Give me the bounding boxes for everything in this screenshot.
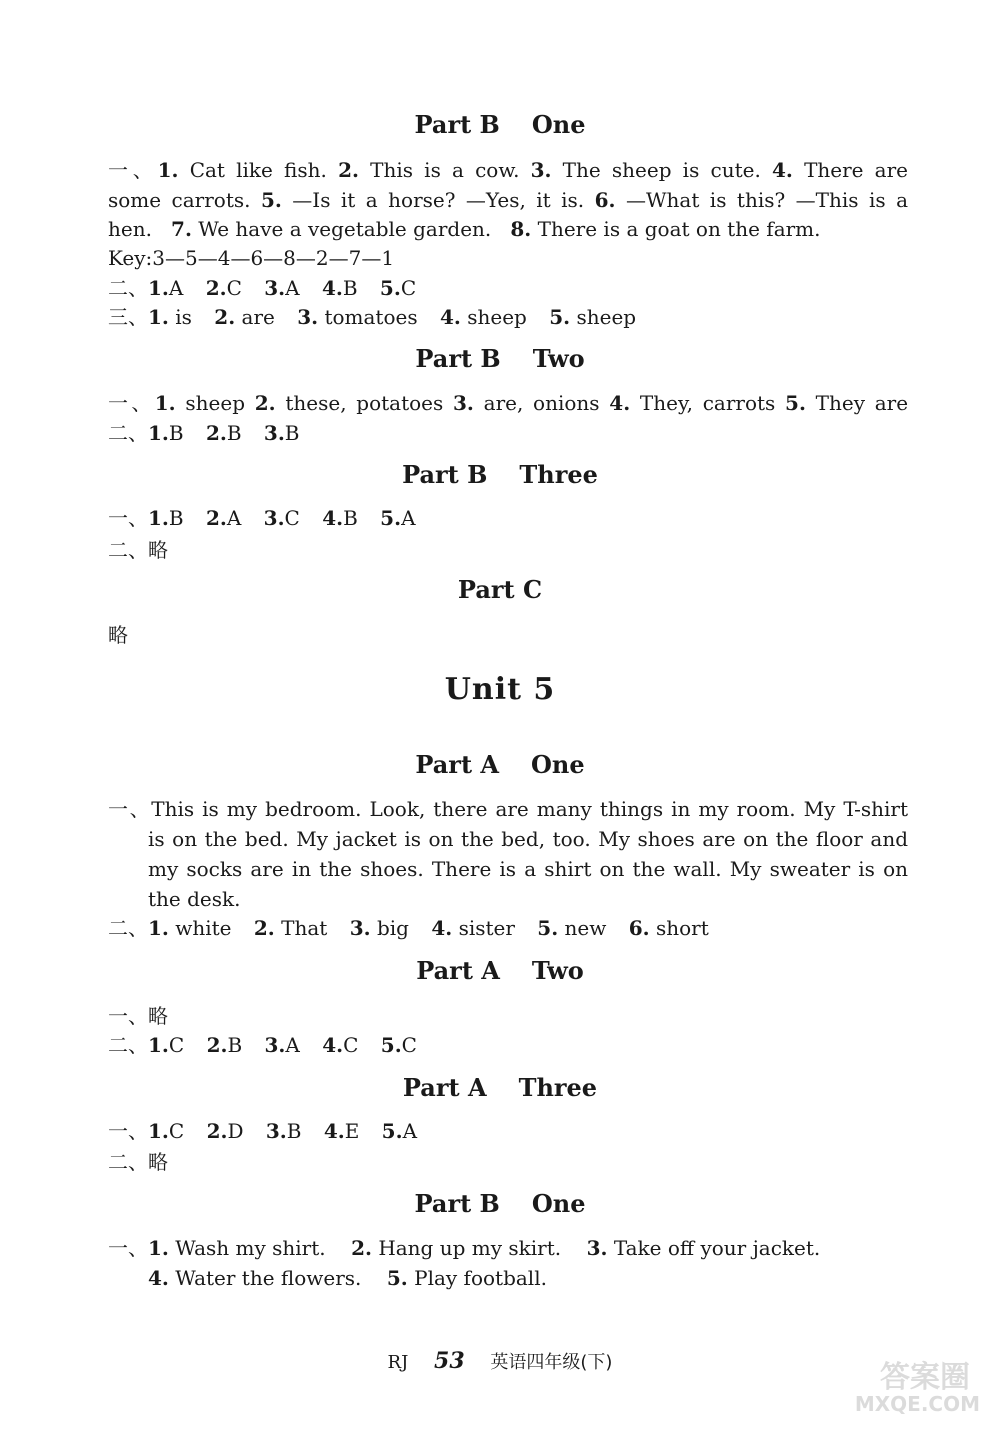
answer-line: 一、1. Wash my shirt. 2. Hang up my skirt. 3. Take off your jacket. — [108, 1236, 821, 1260]
answer-line: 二、1.C 2.B 3.A 4.C 5.C — [108, 1033, 417, 1057]
answer-line: 一、This is my bedroom. Look, there are many things in my room. My T-shirt — [108, 797, 908, 821]
heading-part-b-one-unit5: Part B One — [414, 1189, 586, 1218]
answer-line: hen. 7. We have a vegetable garden. 8. There is a goat on the farm. — [108, 217, 821, 241]
watermark-site: MXQE.COM — [854, 1392, 980, 1416]
edition-code: RJ — [387, 1352, 409, 1373]
heading-part-a-one: Part A One — [415, 750, 585, 779]
answer-line: 4. Water the flowers. 5. Play football. — [148, 1266, 547, 1290]
heading-part-a-two: Part A Two — [416, 956, 584, 985]
answer-line: 二、略 — [108, 538, 168, 562]
answer-line: some carrots. 5. —Is it a horse? —Yes, it is. 6. —What is this? —This is a — [108, 188, 909, 212]
heading-part-b-two: Part B Two — [415, 344, 585, 373]
answer-line: 二、略 — [108, 1150, 168, 1174]
answer-line: 略 — [108, 623, 128, 647]
heading-part-c: Part C — [457, 575, 543, 604]
answer-line: 二、1. white 2. That 3. big 4. sister 5. new 6. short — [108, 916, 709, 940]
answer-line: 二、1.B 2.B 3.B — [108, 421, 300, 445]
answer-line: is on the bed. My jacket is on the bed, too. My shoes are on the floor and — [148, 827, 908, 851]
page-number: 53 — [434, 1348, 465, 1374]
watermark-logo-text: 答案圈 — [880, 1360, 970, 1395]
answer-line: 三、1. is 2. are 3. tomatoes 4. sheep 5. sheep — [108, 305, 637, 329]
answer-line: 一、1. Cat like fish. 2. This is a cow. 3. The sheep is cute. 4. There are — [108, 158, 909, 182]
unit-title: Unit 5 — [444, 672, 556, 707]
subject-label: 英语四年级(下) — [490, 1352, 613, 1373]
heading-part-b-one: Part B One — [414, 110, 586, 139]
heading-part-a-three: Part A Three — [402, 1073, 598, 1102]
answer-line: the desk. — [148, 887, 241, 911]
answer-key: Key:3—5—4—6—8—2—7—1 — [108, 246, 395, 270]
answer-line: 一、1.B 2.A 3.C 4.B 5.A — [108, 506, 416, 530]
answer-line: 一、1. sheep 2. these, potatoes 3. are, onions 4. They, carrots 5. They are — [108, 391, 909, 415]
answer-line: 一、略 — [108, 1004, 168, 1028]
heading-part-b-three: Part B Three — [402, 460, 598, 489]
answer-line: 二、1.A 2.C 3.A 4.B 5.C — [108, 276, 417, 300]
answer-line: 一、1.C 2.D 3.B 4.E 5.A — [108, 1119, 418, 1143]
watermark-logo — [780, 1350, 980, 1420]
answer-line: my socks are in the shoes. There is a shirt on the wall. My sweater is on — [148, 857, 908, 881]
